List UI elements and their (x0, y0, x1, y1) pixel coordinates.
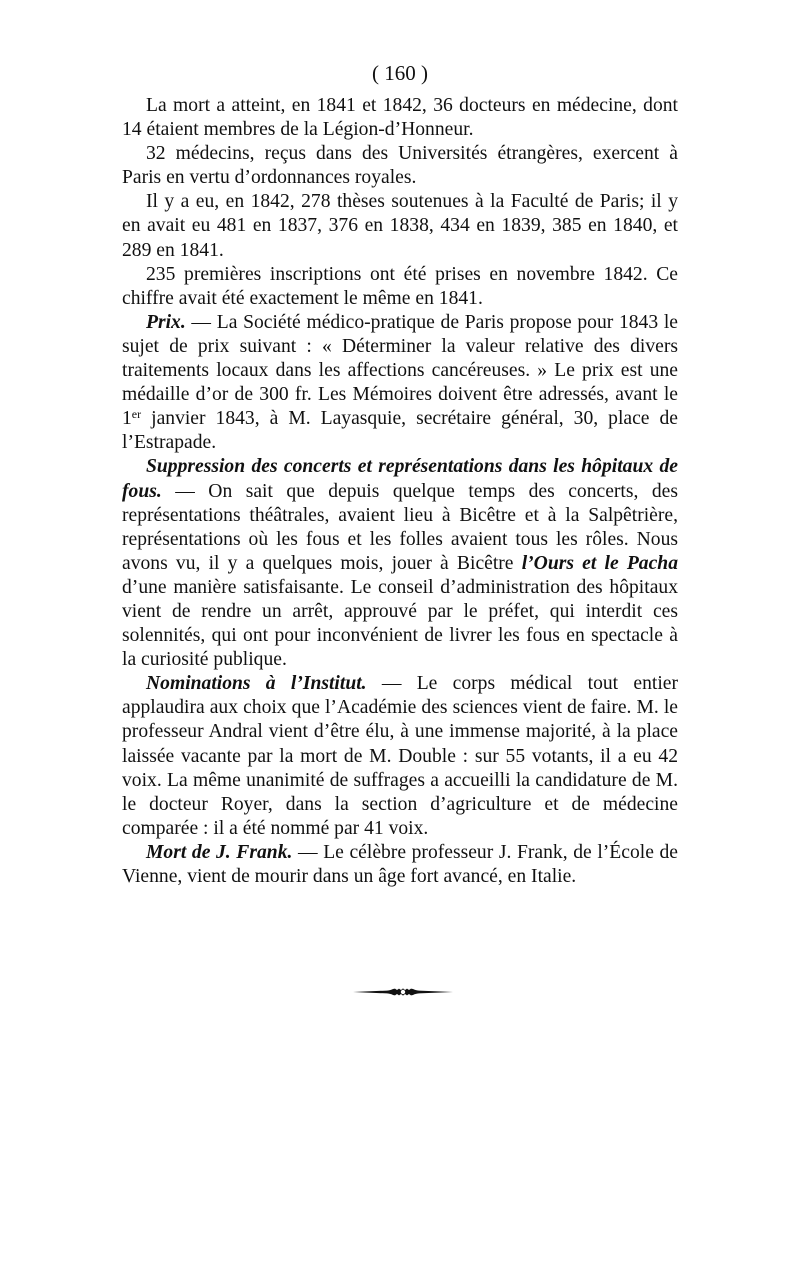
paragraph-suppression (122, 455, 678, 672)
page-number: ( 160 ) (372, 61, 428, 85)
paragraph-text: — La Société médico-pratique de Paris propose pour 1843 le sujet de prix suivant : « Déterminer la valeur relative des divers traitements locaux dans les affections cancéreuses. » Le prix est une médaille d’or de 300 fr. Les Mémoires doivent être adressés, avant le 1 (122, 311, 678, 430)
paragraph-foreign-physicians (122, 142, 678, 190)
paragraph-deaths (122, 94, 678, 142)
paragraph-text: janvier 1843, à M. Layasquie, secrétaire général, 30, place de l’Estrapade. (122, 408, 678, 454)
paragraph-theses (122, 190, 678, 262)
body-text (122, 94, 678, 889)
paragraph-nominations (122, 672, 678, 841)
section-lead: Suppression des concerts et représentations dans les hôpitaux de fous. (122, 456, 678, 502)
paragraph-text: d’une manière satisfaisante. Le conseil d’administration des hôpitaux vient de rendre un arrêt, approuvé par le préfet, qui interdit ces solennités, qui ont pour inconvénient de livrer les fous en spectacle à la curiosité publique. (122, 576, 678, 671)
paragraph-prize (122, 311, 678, 456)
section-lead: Mort de J. Frank. (146, 841, 293, 863)
paragraph-text: — On sait que depuis quelque temps des concerts, des représentations théâtrales, avaient lieu à Bicêtre et à la Salpêtrière, représentations où les fous et les folles avaient tous les rôles. Nous avons vu, il y a quelques mois, jouer à Bicêtre (122, 480, 678, 574)
section-lead: Nominations à l’Institut. (146, 673, 367, 695)
paragraph-text: 32 médecins, reçus dans des Universités étrangères, exercent à Paris en vertu d’ordonnances royales. (122, 143, 678, 189)
section-lead: Prix. (146, 311, 186, 333)
paragraph-text: 235 premières inscriptions ont été prises en novembre 1842. Ce chiffre avait été exactement le même en 1841. (122, 263, 678, 309)
paragraph-frank (122, 841, 678, 889)
superscript: er (131, 407, 142, 422)
paragraph-text: — Le célèbre professeur J. Frank, de l’École de Vienne, vient de mourir dans un âge fort avancé, en Italie. (122, 841, 678, 887)
play-title: l’Ours et le Pacha (521, 552, 678, 574)
paragraph-text: Il y a eu, en 1842, 278 thèses soutenues à la Faculté de Paris; il y en avait eu 481 en 1837, 376 en 1838, 434 en 1839, 385 en 1840, et 289 en 1841. (122, 191, 678, 261)
tail-piece-ornament (353, 985, 453, 999)
paragraph-inscriptions (122, 263, 678, 311)
paragraph-text: — Le corps médical tout entier applaudira aux choix que l’Académie des sciences vient de faire. M. le professeur Andral vient d’être élu, à une immense majorité, à la place laissée vacante par la mort de M. Double : sur 55 votants, il a eu 42 voix. La même unanimité de suffrages a accueilli la candidature de M. le docteur Royer, dans la section d’agriculture et de médecine comparée : il a été nommé par 41 voix. (122, 673, 678, 839)
paragraph-text: La mort a atteint, en 1841 et 1842, 36 docteurs en médecine, dont 14 étaient membres de la Légion-d’Honneur. (122, 95, 678, 141)
